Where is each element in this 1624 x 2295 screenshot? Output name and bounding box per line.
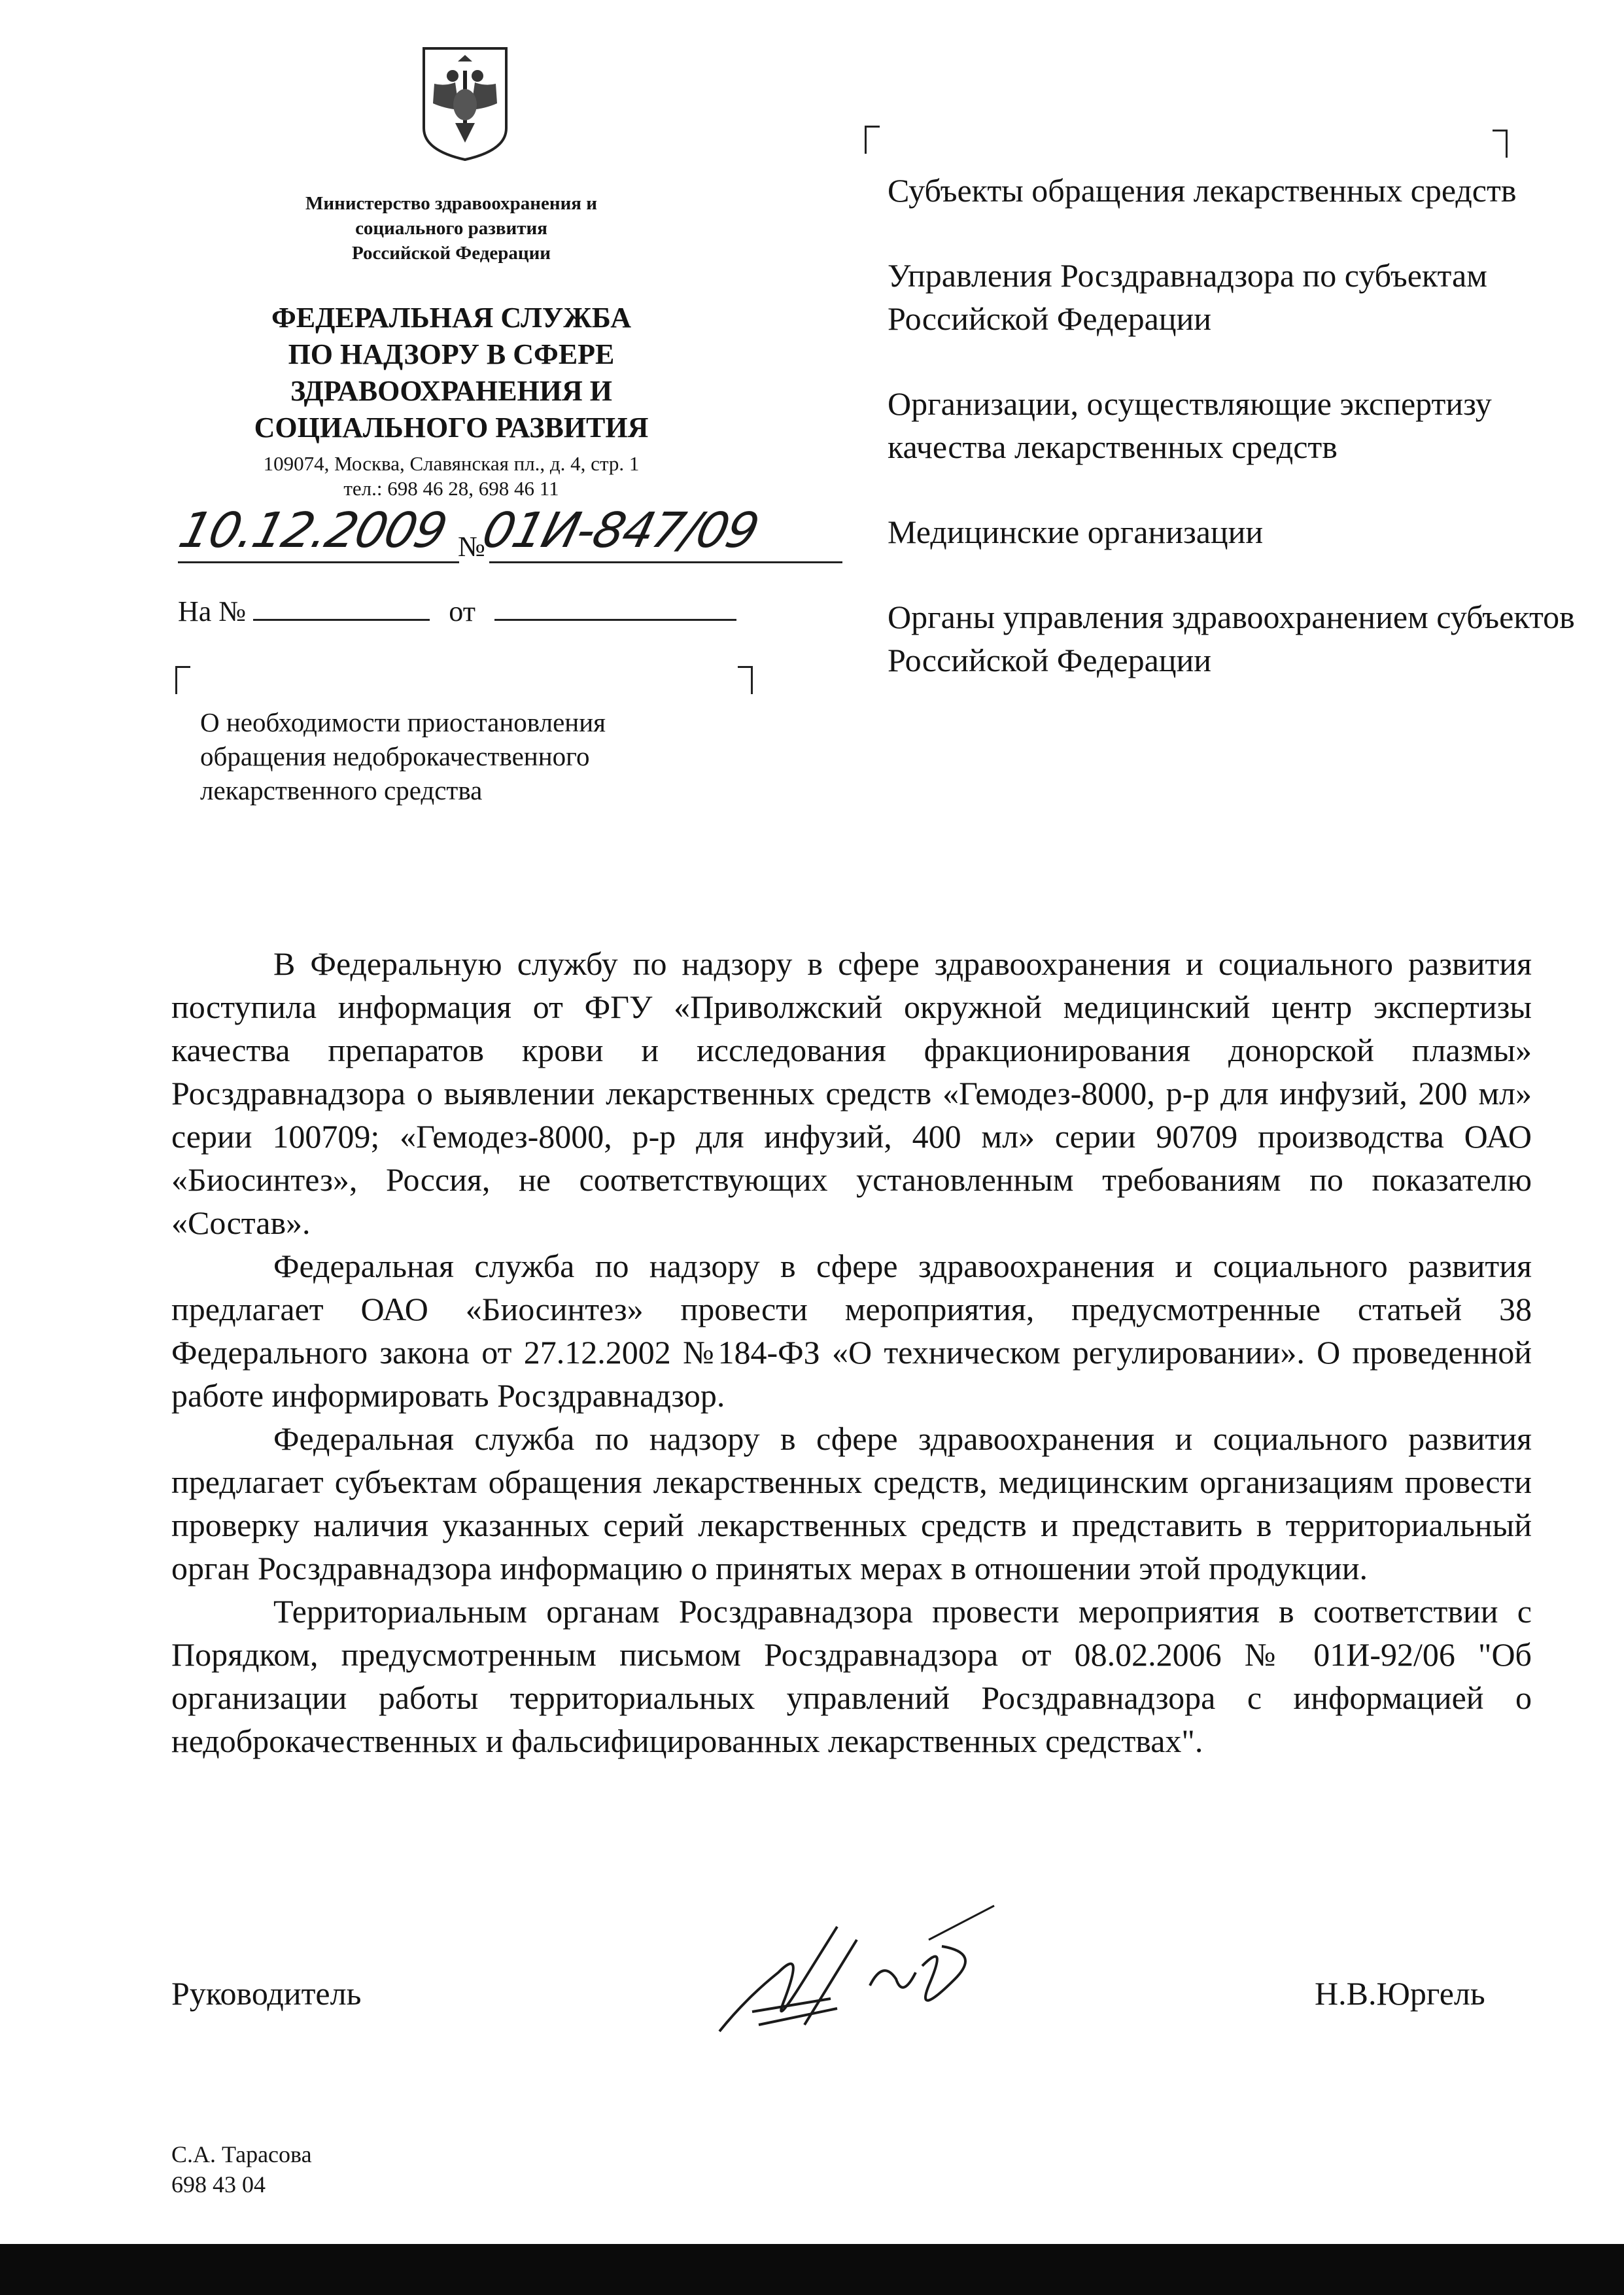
agency-line: ЗДРАВООХРАНЕНИЯ И bbox=[290, 375, 612, 407]
reference-number-blank bbox=[253, 594, 430, 621]
outgoing-date: 10.12.2009 bbox=[173, 502, 452, 559]
addressee-item: Медицинские организации bbox=[888, 514, 1264, 550]
executor-phone: 698 43 04 bbox=[171, 2171, 266, 2198]
body-paragraph: Федеральная служба по надзору в сфере здравоохранения и социального развития предлагает ОАО «Биосинтез» провести мероприятия, предусмотренные статьей 38 Федерального закона от 27.12.2002 №184-ФЗ «О техническом регулировании». О проведенной работе информировать Росздравнадзор. bbox=[171, 1248, 1532, 1414]
signatory-name: Н.В.Юргель bbox=[1315, 1975, 1485, 2012]
date-underline bbox=[178, 561, 459, 563]
addressee-corner-left bbox=[865, 126, 880, 154]
coat-of-arms-emblem bbox=[419, 44, 511, 162]
ministry-line: социального развития bbox=[355, 218, 547, 239]
ministry-line: Министерство здравоохранения и bbox=[305, 193, 597, 214]
subject-line: обращения недоброкачественного bbox=[200, 741, 590, 771]
reference-prefix: На № bbox=[178, 595, 247, 627]
outgoing-number: 01И-847/09 bbox=[477, 502, 764, 559]
addressee-item: Управления Росздравнадзора по субъектам Российской Федерации bbox=[888, 257, 1487, 337]
letter-body bbox=[171, 942, 1532, 1762]
subject-line: лекарственного средства bbox=[200, 775, 483, 805]
subject-corner-right bbox=[738, 666, 753, 694]
agency-line: ПО НАДЗОРУ В СФЕРЕ bbox=[288, 338, 615, 370]
scan-border bbox=[0, 2244, 1624, 2295]
ministry-line: Российской Федерации bbox=[351, 243, 551, 264]
addressee-corner-right bbox=[1493, 130, 1508, 158]
reference-from-word: от bbox=[449, 595, 475, 627]
number-sign: № bbox=[458, 531, 485, 563]
number-underline bbox=[489, 561, 842, 563]
letter-subject bbox=[200, 705, 756, 807]
reference-date-blank bbox=[494, 594, 736, 621]
executor-block bbox=[171, 2139, 312, 2199]
body-paragraph: Федеральная служба по надзору в сфере здравоохранения и социального развития предлагает субъектам обращения лекарственных средств, медицинским организациям провести проверку наличия указанных серий лекарственных средств и представить в территориальный орган Росздравнадзора информацию о принятых мерах в отношении этой продукции. bbox=[171, 1420, 1532, 1586]
body-paragraph: В Федеральную службу по надзору в сфере здравоохранения и социального развития поступила информация от ФГУ «Приволжский окружной медицинский центр экспертизы качества препаратов крови и исследования фракционирования донорской плазмы» Росздравнадзора о выявлении лекарственных средств «Гемодез-8000, р-р для инфузий, 200 мл» серии 100709; «Гемодез-8000, р-р для инфузий, 400 мл» серии 90709 производства ОАО «Биосинтез», Россия, не соответствующих установленным требованиям по показателю «Состав». bbox=[171, 945, 1532, 1241]
subject-line: О необходимости приостановления bbox=[200, 707, 606, 737]
signatory-title: Руководитель bbox=[171, 1975, 362, 2012]
addressee-item: Органы управления здравоохранением субъектов Российской Федерации bbox=[888, 599, 1575, 678]
agency-name bbox=[216, 300, 687, 446]
addressee-item: Организации, осуществляющие экспертизу качества лекарственных средств bbox=[888, 385, 1492, 465]
agency-line: ФЕДЕРАЛЬНАЯ СЛУЖБА bbox=[271, 302, 631, 334]
agency-line: СОЦИАЛЬНОГО РАЗВИТИЯ bbox=[254, 412, 649, 444]
handwritten-signature bbox=[706, 1901, 1014, 2051]
body-paragraph: Территориальным органам Росздравнадзора провести мероприятия в соответствии с Порядком, предусмотренным письмом Росздравнадзора от 08.02.2006 № 01И-92/06 "Об организации работы территориальных управлений Росздравнадзора с информацией о недоброкачественных и фальсифицированных лекарственных средствах". bbox=[171, 1593, 1532, 1759]
reference-line bbox=[178, 594, 736, 628]
phone-line: тел.: 698 46 28, 698 46 11 bbox=[343, 477, 559, 500]
executor-name: С.А. Тарасова bbox=[171, 2141, 312, 2167]
subject-corner-left bbox=[175, 666, 190, 694]
agency-address bbox=[216, 451, 687, 501]
ministry-name bbox=[216, 191, 687, 266]
addressee-item: Субъекты обращения лекарственных средств bbox=[888, 172, 1517, 209]
address-line: 109074, Москва, Славянская пл., д. 4, стр. 1 bbox=[263, 452, 640, 475]
addressee-list bbox=[888, 169, 1581, 724]
